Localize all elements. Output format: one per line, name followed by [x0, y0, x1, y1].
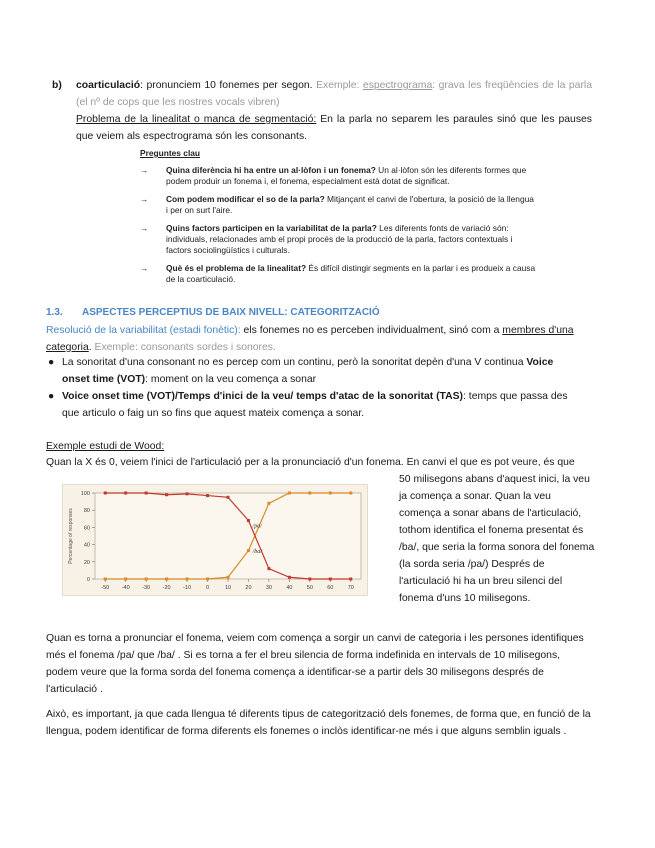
- x-tick-label: -30: [142, 585, 151, 591]
- example-prefix: Exemple:: [316, 80, 363, 91]
- arrow-icon: →: [140, 263, 149, 273]
- x-tick-label: -50: [101, 585, 110, 591]
- data-point: [308, 578, 311, 581]
- y-tick-label: 100: [80, 491, 90, 497]
- x-tick-label: 0: [206, 585, 210, 591]
- key-questions-title: Preguntes clau: [140, 148, 201, 158]
- key-questions: [136, 148, 536, 292]
- x-tick-label: 10: [224, 585, 232, 591]
- data-point: [329, 492, 332, 495]
- key-question: → Quins factors participen en la variabilitat de la parla? Les diferents fonts de variació són: individuals, relacionades amb el propi procés de la producció de la parla, factors contextuals i factors sociolingüístics i culturals.: [140, 223, 513, 255]
- section-b: [52, 77, 593, 145]
- data-point: [124, 578, 127, 581]
- y-tick-label: 0: [86, 577, 90, 583]
- x-tick-label: -10: [183, 585, 192, 591]
- data-point: [349, 578, 352, 581]
- data-point: [104, 492, 107, 495]
- list-label: b): [52, 80, 62, 91]
- data-point: [247, 549, 250, 552]
- chart-svg: [63, 485, 367, 595]
- x-tick-label: 70: [347, 585, 354, 591]
- key-question: → Com podem modificar el so de la parla? Mitjançant el canvi de l'obertura, la posició de la llengua i per on surt l'aire.: [140, 194, 534, 215]
- resolution-paragraph: Resolució de la variabilitat (estadi fonètic): els fonemes no es perceben individualment, sinó com a membres d'una categoria. Exemple: consonants sordes i sonores.: [46, 325, 574, 353]
- x-tick-label: 30: [265, 585, 272, 591]
- data-point: [288, 576, 291, 579]
- data-point: [104, 578, 107, 581]
- y-tick-label: 20: [83, 559, 90, 566]
- section-number: 1.3.: [46, 307, 63, 318]
- data-point: [124, 492, 127, 495]
- wood-right-text: 50 milisegons abans d'aquest inici, la veu ja comença a sonar. Quan la veu comença a sonar abans de l'articulació, tothom identifica el fonema presentat és /ba/, que seria la forma sonora del fonema (la sorda seria /pa/) Després de l'articulació hi ha un breu silenci del fonema d'uns 10 milisegons.: [399, 474, 595, 604]
- example-rest: : grava les freqüències de la parla (el nº de cops que les nostres vocals vibren): [76, 80, 593, 108]
- x-tick-label: 40: [286, 585, 293, 591]
- arrow-icon: →: [140, 165, 149, 175]
- x-tick-label: 20: [245, 585, 252, 591]
- example-link[interactable]: espectrograma: [362, 80, 433, 91]
- data-point: [247, 519, 250, 522]
- y-axis-label: Percentage of responses: [68, 508, 74, 564]
- arrow-icon: →: [140, 194, 149, 204]
- paragraph-after-chart: Quan es torna a pronunciar el fonema, veiem com comença a sorgir un canvi de categoria i les persones identifiques més el fonema /pa/ que /ba/ . Si es torna a fer el breu silencia de forma indefinida en intervals de 10 milisegons, podem veure que la forma sorda del fonema comença a identificar-se a partir dels 30 milisegons després de l'articulació .: [46, 633, 584, 695]
- plot-area: [95, 493, 361, 579]
- paragraph-conclusion: Això, es important, ja que cada llengua té diferents tipus de categorització dels fonemes, de forma que, en funció de la llengua, podem identificar de forma diferents els fonemes o inclòs identificar-ne més i que alguns semblin iguals .: [46, 709, 591, 737]
- list-item: ● La sonoritat d'una consonant no es percep com un continu, però la sonoritat depèn d'una V continua Voice onset time (VOT): moment on la veu comença a sonar: [62, 354, 582, 388]
- data-point: [308, 492, 311, 495]
- data-point: [206, 494, 209, 497]
- data-point: [267, 502, 270, 505]
- key-question: → Quina diferència hi ha entre un al·lòfon i un fonema? Un al·lòfon són les diferents formes que podem produir un fonema i, el fonema, especialment està dotat de significat.: [140, 165, 527, 186]
- x-tick-label: 50: [306, 585, 313, 591]
- data-point: [145, 492, 148, 495]
- section-heading: [46, 304, 380, 321]
- y-tick-label: 60: [83, 525, 90, 532]
- resolution-label: Resolució de la variabilitat (estadi fonètic):: [46, 325, 241, 336]
- arrow-icon: →: [140, 223, 149, 233]
- term-coarticulacio: coarticulació: [76, 80, 141, 91]
- data-point: [165, 578, 168, 581]
- data-point: [227, 576, 230, 579]
- series-label: /pa/: [252, 523, 262, 530]
- data-point: [267, 567, 270, 570]
- y-tick-label: 40: [83, 542, 90, 549]
- data-point: [227, 496, 230, 499]
- wood-intro: Quan la X és 0, veiem l'inici de l'articulació per a la pronunciació d'un fonema. En canvi el que es pot veure, és que: [46, 457, 575, 468]
- x-tick-label: -40: [121, 585, 130, 591]
- x-tick-label: -20: [162, 585, 171, 591]
- data-point: [349, 492, 352, 495]
- data-point: [145, 578, 148, 581]
- data-point: [288, 492, 291, 495]
- category-link[interactable]: membres d'una categoria: [46, 325, 574, 353]
- bullet-icon: ●: [48, 357, 55, 368]
- key-question: → Què és el problema de la linealitat? És difícil distingir segments en la parlar i es produeix a causa de la coarticulació.: [140, 263, 536, 284]
- data-point: [186, 578, 189, 581]
- vot-chart: [62, 484, 368, 596]
- series-label: /ba/: [252, 549, 262, 556]
- problem-title: Problema de la linealitat o manca de segmentació:: [76, 114, 317, 125]
- list-item: ● Voice onset time (VOT)/Temps d'inici de la veu/ temps d'atac de la sonoritat (TAS): temps que passa des que articulo o faig un so fins que aquest mateix comença a sonar.: [62, 388, 582, 422]
- bullet-icon: ●: [48, 391, 55, 402]
- wood-title: Exemple estudi de Wood:: [46, 441, 165, 452]
- problem-text: En la parla no separem les paraules sinó que les pauses que veiem als espectrograma són les consonants.: [76, 114, 592, 142]
- data-point: [329, 578, 332, 581]
- data-point: [206, 578, 209, 581]
- section-title: ASPECTES PERCEPTIUS DE BAIX NIVELL: CATEGORITZACIÓ: [82, 307, 380, 318]
- resolution-example: Exemple: consonants sordes i sonores.: [91, 342, 276, 353]
- data-point: [186, 492, 189, 495]
- x-tick-label: 60: [327, 585, 334, 591]
- y-tick-label: 80: [83, 508, 90, 515]
- data-point: [165, 493, 168, 496]
- term-text: : pronunciem 10 fonemes per segon.: [140, 80, 313, 91]
